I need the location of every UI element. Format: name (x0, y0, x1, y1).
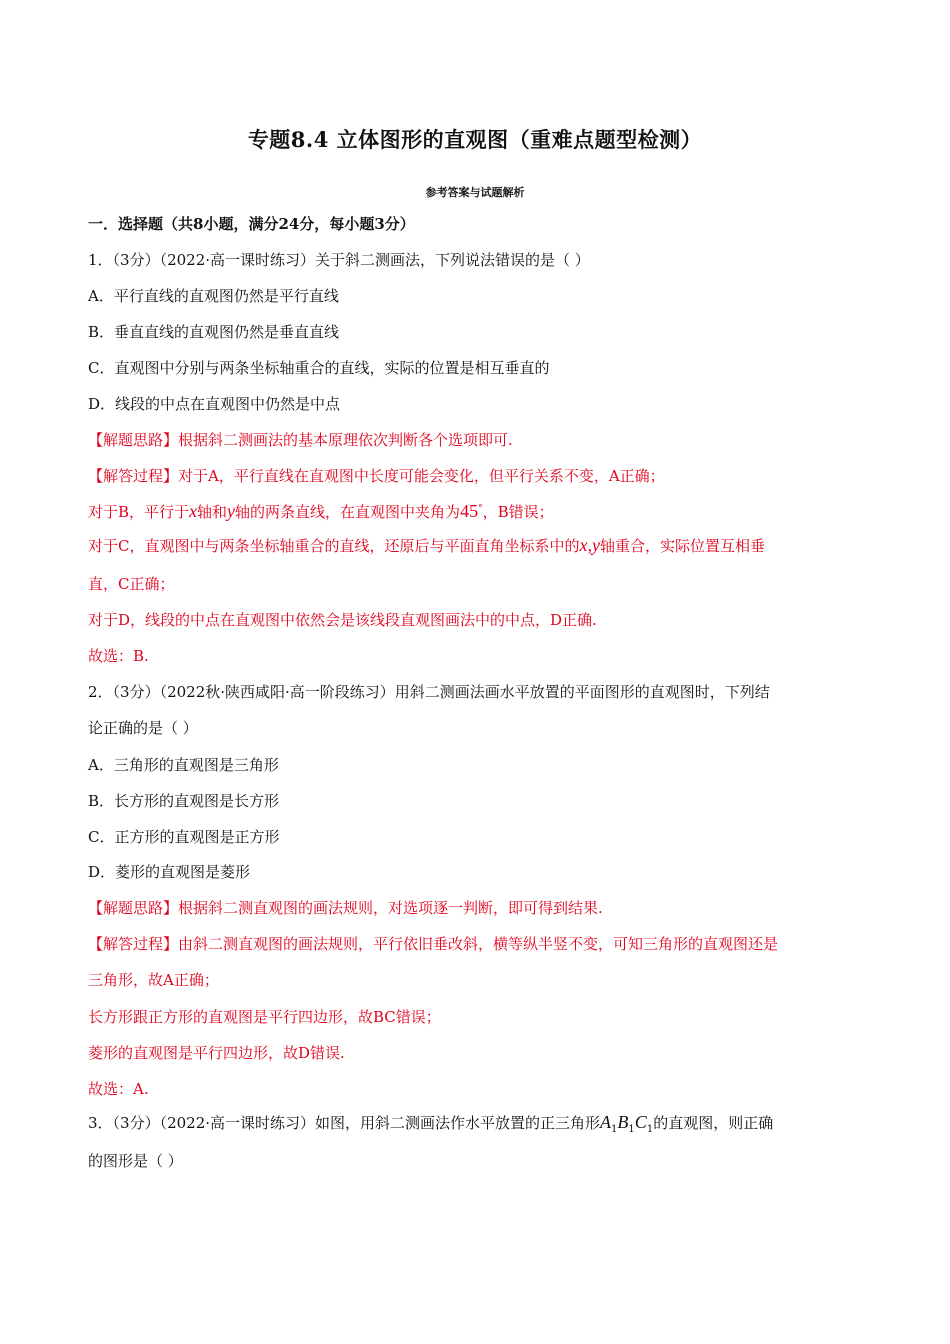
q2-solution-process: 【解答过程】由斜二测直观图的画法规则，平行依旧垂改斜，横等纵半竖不变，可知三角形的直观图还是 (88, 935, 779, 953)
q1-solution-idea: 【解题思路】根据斜二测画法的基本原理依次判断各个选项即可. (88, 431, 513, 449)
q1-c-comma: , (587, 535, 592, 555)
q3-sub-b: 1 (628, 1124, 635, 1135)
q3-text-1: 3．（3分）（2022·高一课时练习）如图，用斜二测画法作水平放置的正三角形 (88, 1114, 601, 1132)
q1-solution-b (88, 499, 554, 522)
q1-option-d: D．线段的中点在直观图中仍然是中点 (88, 395, 341, 413)
q3-var-c: C (634, 1112, 647, 1132)
section-heading: 一．选择题（共8小题，满分24分，每小题3分） (88, 215, 415, 233)
q1-b-text-2: 轴和 (197, 503, 228, 521)
q2-option-d: D．菱形的直观图是菱形 (88, 863, 251, 881)
q1-b-degree: ° (478, 504, 483, 514)
q3-text-2: 的直观图，则正确 (653, 1114, 774, 1132)
q1-b-var-y: y (227, 501, 236, 521)
page-subtitle: 参考答案与试题解析 (425, 186, 525, 199)
q1-b-text-1: 对于B，平行于 (88, 503, 190, 521)
q1-b-angle: 45 (460, 501, 479, 521)
q3-var-a: A (600, 1112, 612, 1132)
q1-answer: 故选：B. (88, 647, 149, 665)
q1-c-text-2: 轴重合，实际位置互相垂 (599, 537, 765, 555)
q2-option-b: B．长方形的直观图是长方形 (88, 792, 280, 810)
q1-stem: 1．（3分）（2022·高一课时练习）关于斜二测画法，下列说法错误的是（ ） (88, 251, 590, 269)
q2-option-c: C．正方形的直观图是正方形 (88, 828, 280, 846)
q1-b-text-4: ，B错误； (482, 503, 554, 521)
q2-answer: 故选：A. (88, 1080, 149, 1098)
q2-solution-bc: 长方形跟正方形的直观图是平行四边形，故BC错误； (88, 1008, 441, 1026)
q2-option-a: A．三角形的直观图是三角形 (88, 756, 279, 774)
q3-sub-c: 1 (646, 1124, 654, 1135)
q1-solution-c-cont: 直，C正确； (88, 575, 175, 593)
q1-option-b: B．垂直直线的直观图仍然是垂直直线 (88, 323, 340, 341)
q1-option-c: C．直观图中分别与两条坐标轴重合的直线，实际的位置是相互垂直的 (88, 359, 550, 377)
q1-solution-c (88, 535, 765, 556)
page-title: 专题8.4 立体图形的直观图（重难点题型检测） (247, 127, 703, 152)
q2-solution-d: 菱形的直观图是平行四边形，故D错误. (88, 1044, 345, 1062)
q1-b-text-3: 轴的两条直线，在直观图中夹角为 (235, 503, 461, 521)
q2-stem-cont: 论正确的是（ ） (88, 719, 198, 737)
q1-solution-process: 【解答过程】对于A，平行直线在直观图中长度可能会变化，但平行关系不变，A正确； (88, 467, 665, 485)
q3-stem-cont: 的图形是（ ） (88, 1152, 183, 1170)
q1-solution-d: 对于D，线段的中点在直观图中依然会是该线段直观图画法中的中点，D正确. (88, 611, 597, 629)
q1-c-var-x: x (579, 535, 588, 555)
q1-option-a: A．平行直线的直观图仍然是平行直线 (88, 287, 339, 305)
q1-b-var-x: x (189, 501, 198, 521)
q2-solution-idea: 【解题思路】根据斜二测直观图的画法规则，对选项逐一判断，即可得到结果. (88, 899, 603, 917)
q3-sub-a: 1 (611, 1124, 618, 1135)
q1-c-text-1: 对于C，直观图中与两条坐标轴重合的直线，还原后与平面直角坐标系中的 (88, 537, 580, 555)
q2-stem: 2．（3分）（2022秋·陕西咸阳·高一阶段练习）用斜二测画法画水平放置的平面图形的直观图时，下列结 (88, 683, 770, 701)
q1-c-var-y: y (591, 535, 600, 555)
q2-solution-process-cont: 三角形，故A正确； (88, 971, 219, 989)
q3-var-b: B (617, 1112, 629, 1132)
q3-stem (88, 1112, 773, 1140)
